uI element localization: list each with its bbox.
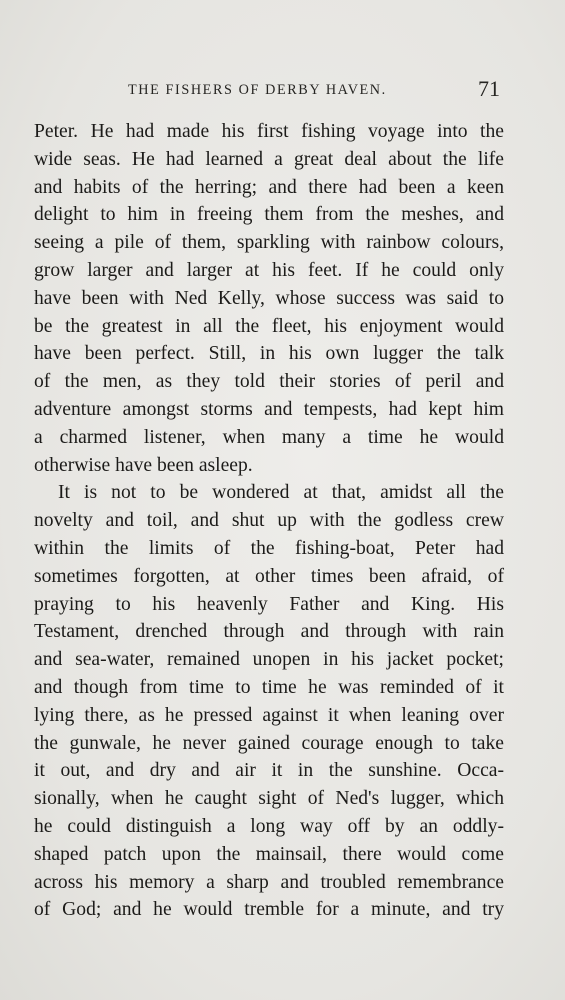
text-line: sionally, when he caught sight of Ned's lugger, which: [34, 788, 504, 810]
text-line: lying there, as he pressed against it when leaning over: [34, 704, 504, 726]
text-line: delight to him in freeing them from the meshes, and: [34, 204, 504, 226]
text-line: shaped patch upon the mainsail, there would come: [34, 843, 504, 865]
running-header: [0, 76, 565, 100]
text-line: have been perfect. Still, in his own lugger the talk: [34, 343, 504, 365]
text-line: and sea-water, remained unopen in his jacket pocket;: [34, 649, 504, 671]
text-line: seeing a pile of them, sparkling with rainbow colours,: [34, 232, 504, 254]
text-line: praying to his heavenly Father and King. His: [34, 593, 504, 615]
text-line: Testament, drenched through and through with rain: [34, 621, 504, 643]
text-line: the gunwale, he never gained courage enough to take: [34, 732, 504, 754]
text-line: otherwise have been asleep.: [34, 454, 253, 476]
text-line: it out, and dry and air it in the sunshine. Occa-: [34, 760, 504, 782]
text-line: Peter. He had made his first fishing voyage into the: [34, 121, 504, 142]
text-line: have been with Ned Kelly, whose success was said to: [34, 287, 504, 309]
text-line: he could distinguish a long way off by an oddly-: [34, 815, 504, 837]
running-title: THE FISHERS OF DERBY HAVEN.: [128, 82, 387, 98]
text-line: be the greatest in all the fleet, his enjoyment would: [34, 315, 504, 337]
text-line: sometimes forgotten, at other times been afraid, of: [34, 565, 504, 587]
text-line: of God; and he would tremble for a minute, and try: [34, 899, 504, 921]
text-line: a charmed listener, when many a time he would: [34, 426, 504, 448]
text-line: wide seas. He had learned a great deal about the life: [34, 148, 504, 170]
text-line: It is not to be wondered at that, amidst all the: [58, 482, 504, 504]
text-line: grow larger and larger at his feet. If he could only: [34, 259, 504, 281]
text-line: across his memory a sharp and troubled remembrance: [34, 871, 504, 893]
text-line: of the men, as they told their stories of peril and: [34, 371, 504, 393]
body-text: [34, 118, 504, 924]
text-line: adventure amongst storms and tempests, had kept him: [34, 398, 504, 420]
text-line: and habits of the herring; and there had been a keen: [34, 176, 504, 198]
text-line: within the limits of the fishing-boat, Peter had: [34, 537, 504, 559]
page-number: 71: [478, 76, 500, 101]
text-line: and though from time to time he was reminded of it: [34, 676, 504, 698]
text-line: novelty and toil, and shut up with the godless crew: [34, 510, 504, 532]
